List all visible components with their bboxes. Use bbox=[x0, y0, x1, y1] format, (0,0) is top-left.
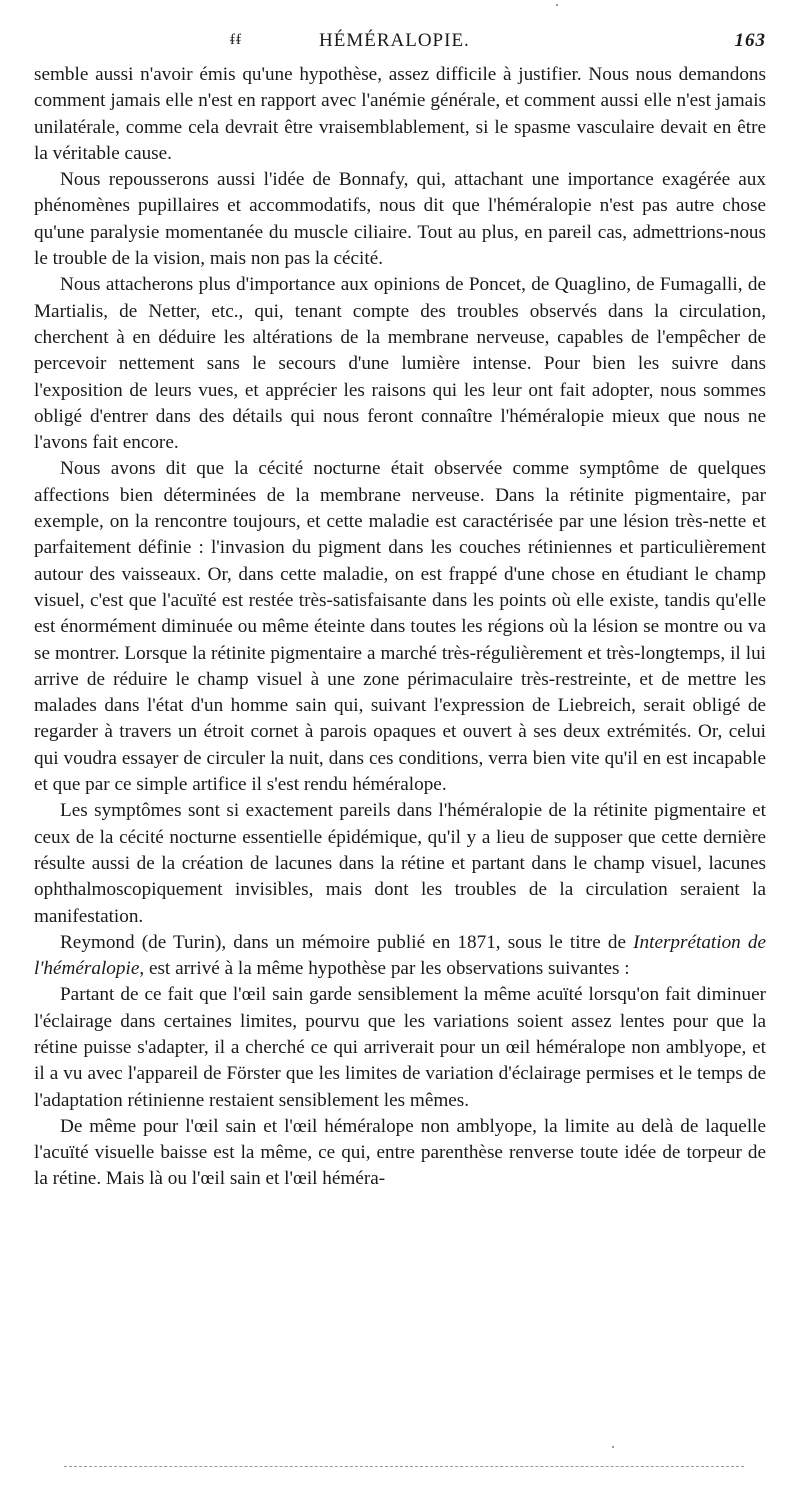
bottom-scan-line bbox=[64, 1466, 744, 1467]
paragraph-reymond bbox=[34, 930, 766, 983]
paragraph-partant: Partant de ce fait que l'œil sain garde sensiblement la même acuïté lorsqu'on fait diminuer l'éclairage dans certaines limites, pourvu que les variations soient assez lentes pour que la rétine puisse s'adapter, il a cherché ce qui arriverait pour un œil héméralope non amblyope, et il a vu avec l'appareil de Förster que les limites de variation d'éclairage permises et le temps de l'adaptation rétinienne restaient sensiblement les mêmes. bbox=[34, 984, 766, 1111]
page-number: 163 bbox=[734, 30, 766, 51]
reymond-work-title: Interprétation de l'héméralopie bbox=[34, 931, 766, 980]
scan-speck bbox=[556, 4, 558, 6]
paragraph-de-meme: De même pour l'œil sain et l'œil héméralope non amblyope, la limite au delà de laquelle l'acuïté visuelle baisse est la même, ce qui, entre parenthèse renverse toute idée de torpeur de la rétine. Mais là ou l'œil sain et l'œil héméra- bbox=[34, 1115, 766, 1190]
scan-speck bbox=[612, 1446, 614, 1448]
header-ornament: ᵮᵮ bbox=[230, 32, 242, 48]
running-title: HÉMÉRALOPIE. bbox=[319, 30, 470, 51]
paragraph-symptomes: Les symptômes sont si exactement pareils dans l'héméralopie de la rétinite pigmentaire et ceux de la cécité nocturne essentielle épidémique, qu'il y a lieu de supposer que cette dernière résulte aussi de la création de lacunes dans la rétine et partant dans le champ visuel, lacunes ophthalmoscopiquement invisibles, mais dont les troubles de la circulation seraient la manifestation. bbox=[34, 800, 766, 927]
paragraph-continuation: semble aussi n'avoir émis qu'une hypothèse, assez difficile à justifier. Nous nous demandons comment jamais elle n'est en rapport avec l'anémie générale, et comment aussi elle n'est jamais unilatérale, comme cela devrait être vraisemblablement, si le spasme vasculaire devait en être la véritable cause. bbox=[34, 64, 766, 164]
paragraph-retinite: Nous avons dit que la cécité nocturne était observée comme symptôme de quelques affections bien déterminées de la membrane nerveuse. Dans la rétinite pigmentaire, par exemple, on la rencontre toujours, et cette maladie est caractérisée par une lésion très-nette et parfaitement définie : l'invasion du pigment dans les couches rétiniennes et particulièrement autour des vaisseaux. Or, dans cette maladie, on est frappé d'une chose en étudiant le champ visuel, c'est que l'acuïté est restée très-satisfaisante dans les points où elle existe, tandis qu'elle est énormément diminuée ou même éteinte dans toutes les régions où la lésion se montre ou va se montrer. Lorsque la rétinite pigmentaire a marché très-régulièrement et très-longtemps, il lui arrive de réduire le champ visuel à une zone périmaculaire très-restreinte, et de mettre les malades dans l'état d'un homme sain qui, suivant l'expression de Liebreich, serait obligé de regarder à travers un étroit cornet à parois opaques et ouvert à ses deux extrémités. Or, celui qui voudra essayer de circuler la nuit, dans ces conditions, verra bien vite qu'il en est incapable et que par ce simple artifice il s'est rendu héméralope. bbox=[34, 458, 766, 796]
page-header bbox=[34, 30, 766, 58]
paragraph-poncet: Nous attacherons plus d'importance aux opinions de Poncet, de Quaglino, de Fumagalli, de Martialis, de Netter, etc., qui, tenant compte des troubles observés dans la circulation, cherchent à en déduire les altérations de la membrane nerveuse, capables de l'empêcher de percevoir nettement sans le secours d'une lumière intense. Pour bien les suivre dans l'exposition de leurs vues, et apprécier les raisons qui les leur ont fait adopter, nous sommes obligé d'entrer dans des détails qui nous feront connaître l'héméralopie mieux que nous ne l'avons fait encore. bbox=[34, 274, 766, 454]
body-text bbox=[34, 62, 766, 1193]
paragraph-bonnafy: Nous repousserons aussi l'idée de Bonnafy, qui, attachant une importance exagérée aux phénomènes pupillaires et accommodatifs, nous dit que l'héméralopie n'est pas autre chose qu'une paralysie momentanée du muscle ciliaire. Tout au plus, en pareil cas, admettrions-nous le trouble de la vision, mais non pas la cécité. bbox=[34, 169, 766, 270]
reymond-intro: Reymond (de Turin), dans un mémoire publié en 1871, sous le titre de bbox=[60, 931, 634, 953]
reymond-outro: , est arrivé à la même hypothèse par les observations suivantes : bbox=[139, 958, 630, 980]
